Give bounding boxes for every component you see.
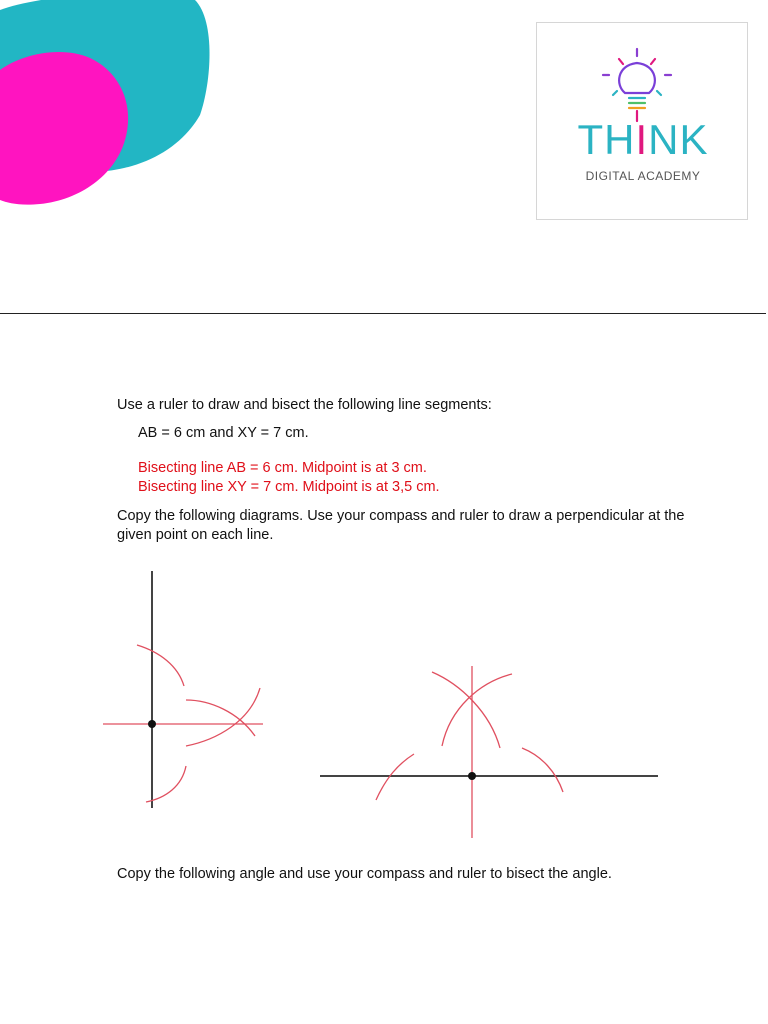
instruction-bisect-angle: Copy the following angle and use your compass and ruler to bisect the angle. xyxy=(117,866,612,882)
arc-top-a xyxy=(432,672,500,748)
point-right xyxy=(468,772,476,780)
answer-xy: Bisecting line XY = 7 cm. Midpoint is at 3,5 cm. xyxy=(138,479,440,495)
arc-cross-top xyxy=(186,700,255,736)
arc-upper-left xyxy=(137,645,184,686)
arc-top-b xyxy=(442,674,512,746)
instruction-bisect: Use a ruler to draw and bisect the following line segments: xyxy=(117,397,492,413)
diagram-right xyxy=(320,666,658,838)
point-left xyxy=(148,720,156,728)
logo-wordmark: THINK xyxy=(577,116,709,163)
logo-subtitle: DIGITAL ACADEMY xyxy=(585,169,701,183)
arc-cross-bottom xyxy=(186,688,260,746)
diagram-left xyxy=(103,571,263,808)
segment-lengths: AB = 6 cm and XY = 7 cm. xyxy=(138,425,309,441)
instruction-perpendicular: Copy the following diagrams. Use your compass and ruler to draw a perpendicular at the given point on each line. xyxy=(117,508,685,543)
answer-ab: Bisecting line AB = 6 cm. Midpoint is at 3 cm. xyxy=(138,460,427,476)
arc-base-right xyxy=(522,748,563,792)
